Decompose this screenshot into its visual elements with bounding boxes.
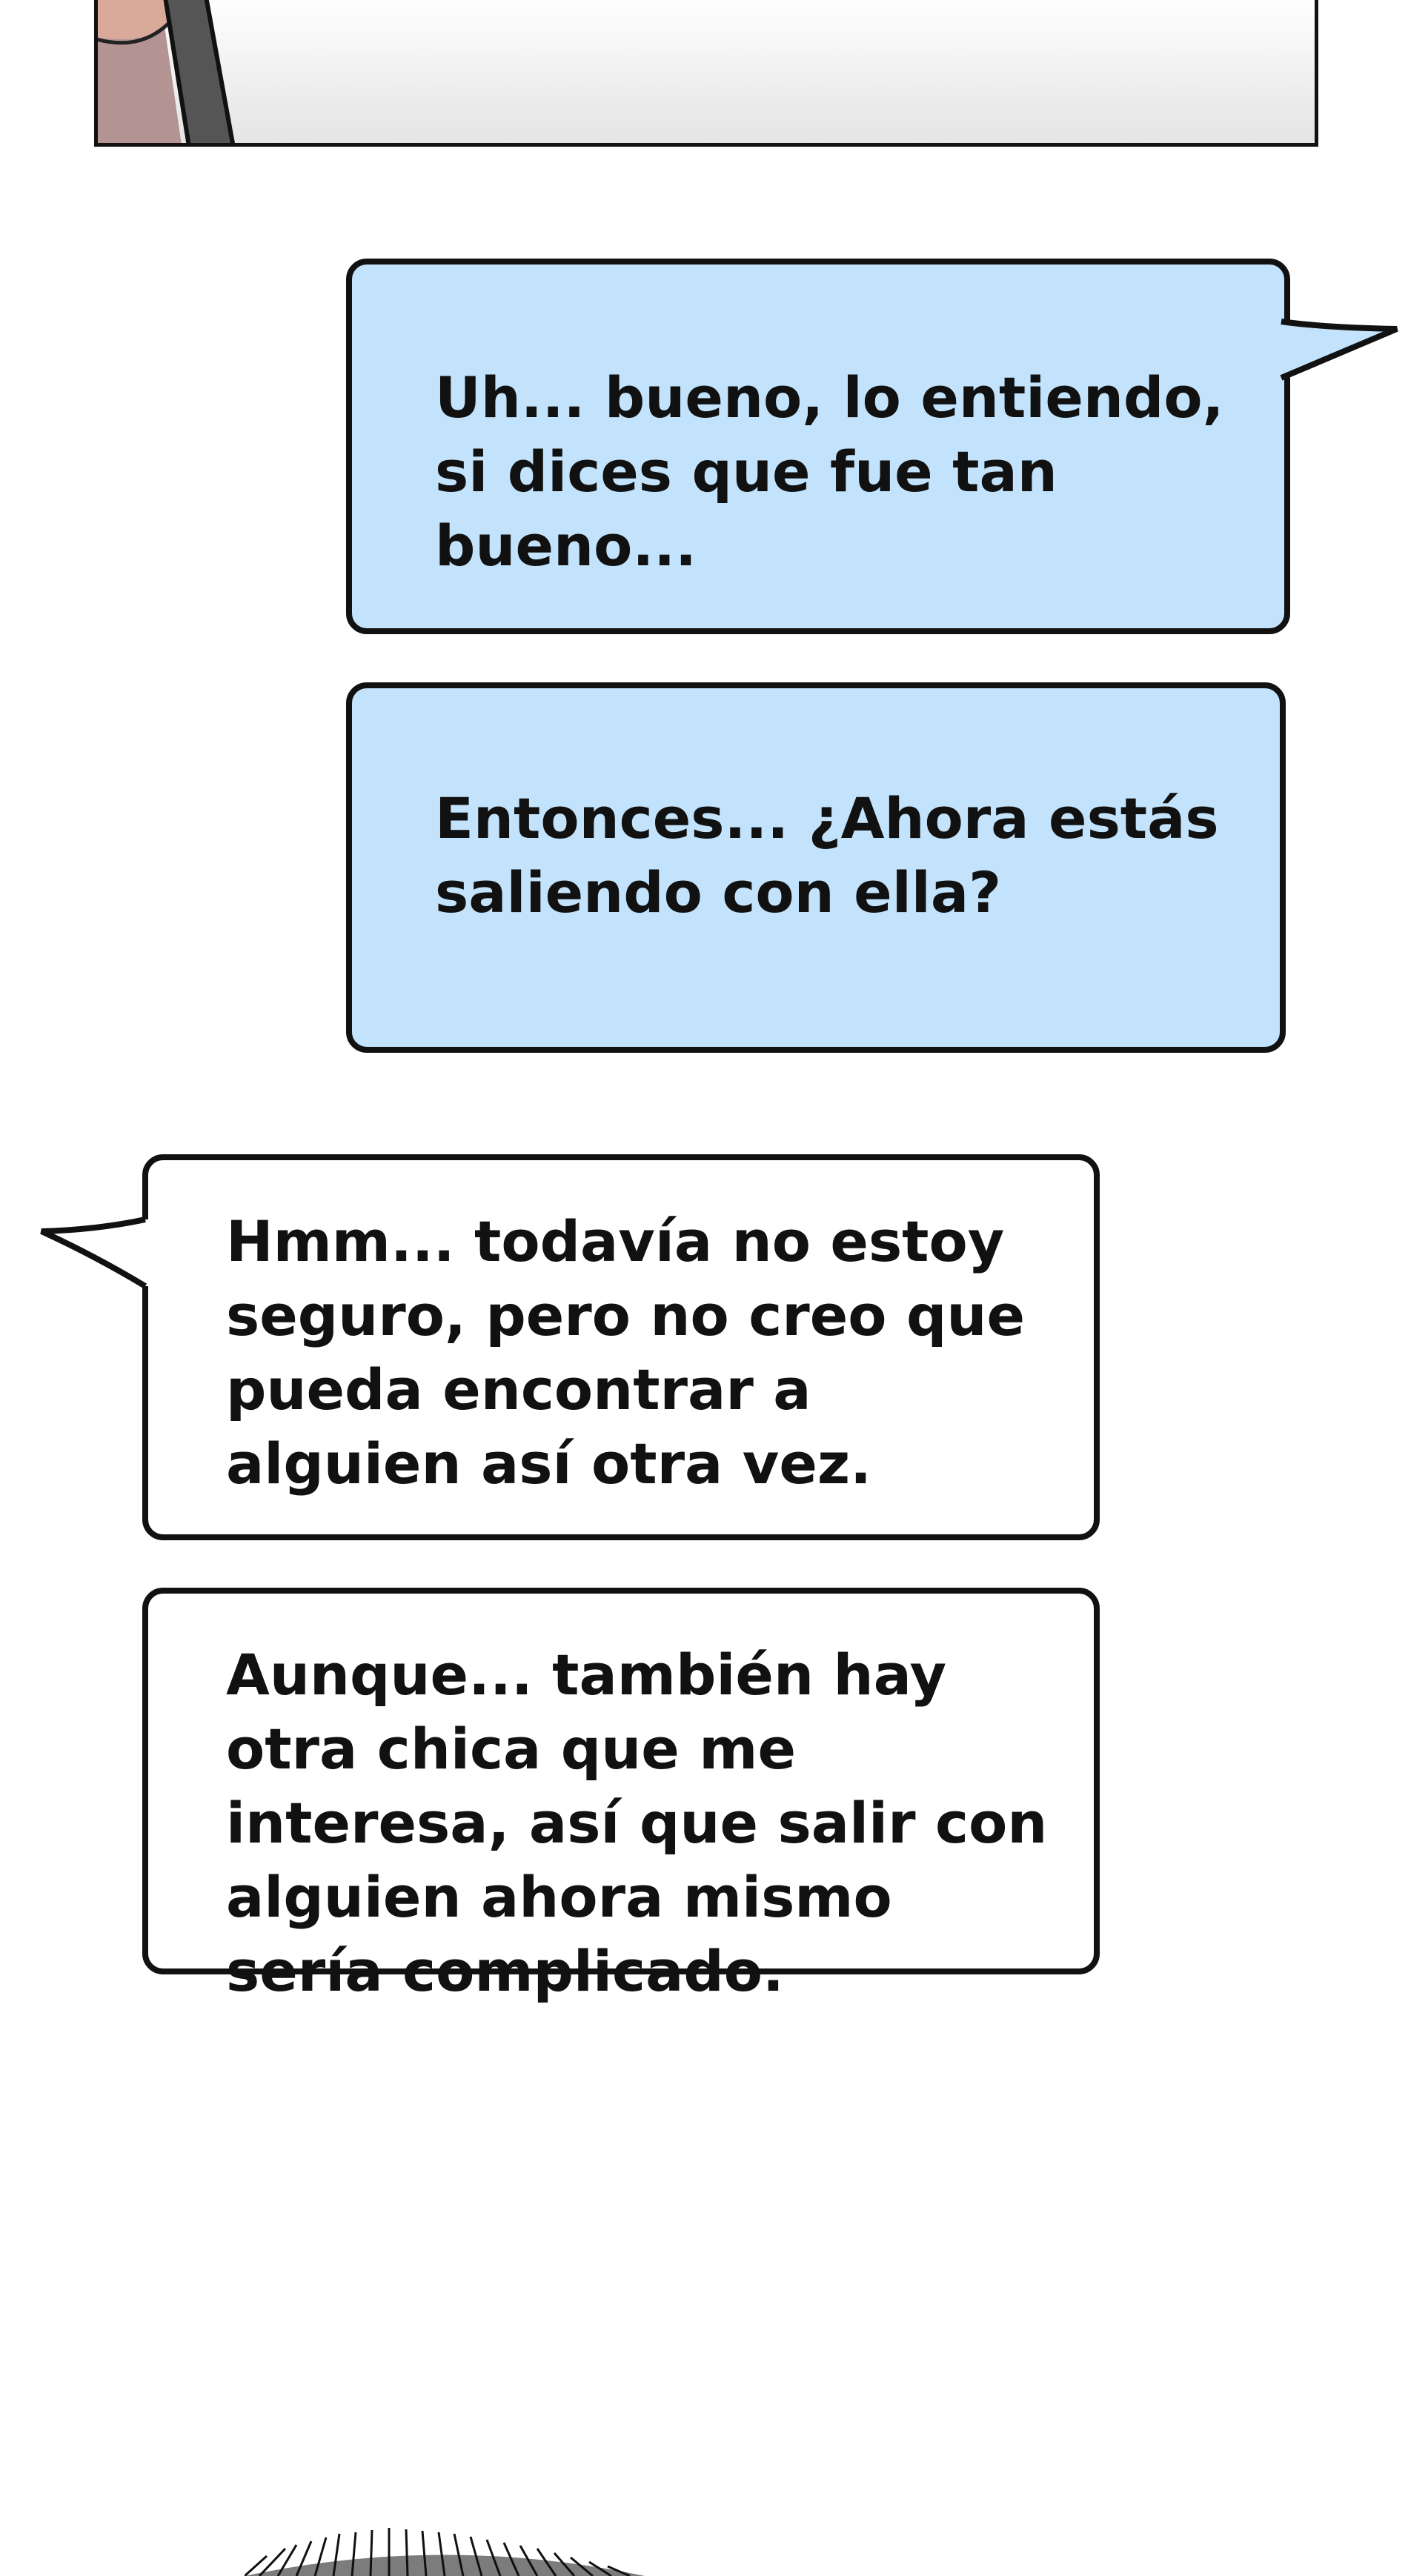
comic-panel-top bbox=[94, 0, 1318, 147]
speech-bubble-text: Entonces... ¿Ahora estás saliendo con ella? bbox=[435, 785, 1219, 925]
speech-bubble-text: Uh... bueno, lo entiendo, si dices que fue tan bueno... bbox=[435, 365, 1224, 579]
speech-bubble-4 bbox=[142, 1588, 1100, 2004]
speech-bubble-2 bbox=[346, 682, 1286, 1053]
speech-bubble-text: Aunque... también hay otra chica que me interesa, así que salir con alguien ahora mismo sería complicado. bbox=[226, 1642, 1048, 2004]
speech-bubble-tail bbox=[37, 1205, 156, 1301]
speech-bubble-tail bbox=[1278, 313, 1404, 394]
speech-bubble-3 bbox=[142, 1154, 1100, 1540]
character-illustration-fragment bbox=[94, 0, 235, 147]
speech-bubble-1 bbox=[346, 259, 1290, 634]
character-hair-fragment bbox=[245, 2526, 660, 2576]
speech-bubble-text: Hmm... todavía no estoy seguro, pero no creo que pueda encontrar a alguien así otra vez. bbox=[226, 1208, 1025, 1497]
